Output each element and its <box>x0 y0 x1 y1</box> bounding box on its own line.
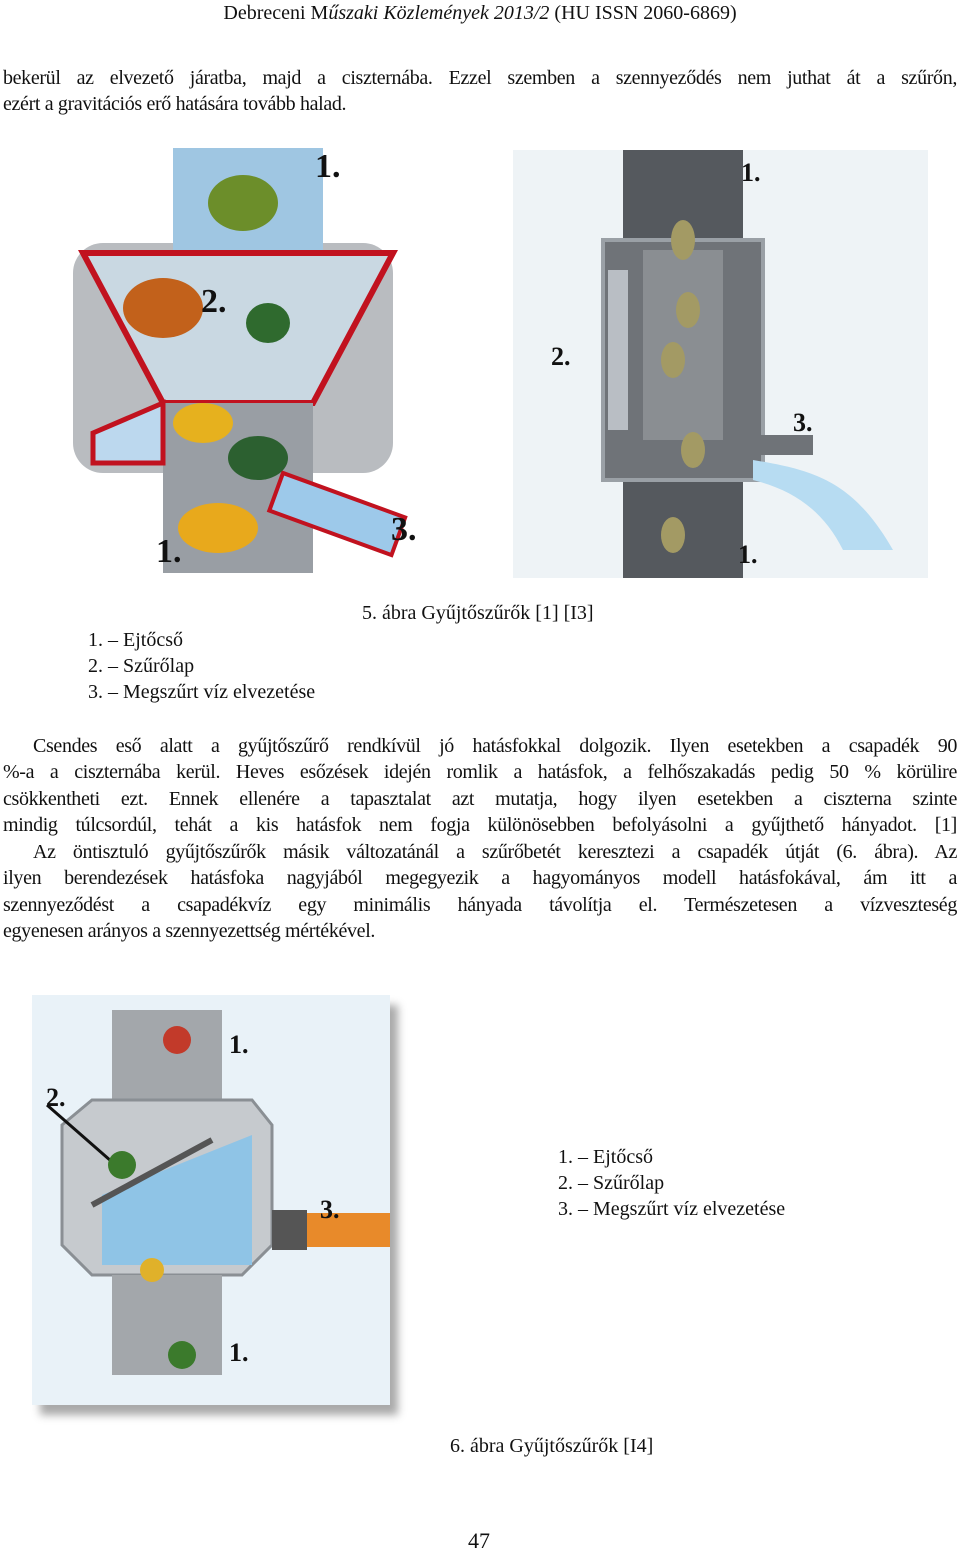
body-line: %-a a ciszternába kerül. Heves esőzések idején romlik a hatásfok, a felhőszakadás pedig 50 % körülire <box>3 761 957 783</box>
legend-item: 1. – Ejtőcső <box>88 629 183 651</box>
figure-label: 1. <box>315 148 341 185</box>
header-journal: Debreceni M <box>223 2 329 24</box>
figure-label: 1. <box>738 540 758 569</box>
running-header <box>0 2 960 25</box>
figure-label: 1. <box>156 533 182 570</box>
intro-line: bekerül az elvezető járatba, majd a ciszternába. Ezzel szemben a szennyeződés nem juthat át a szűrőn, <box>3 67 957 89</box>
figure-label: 2. <box>551 342 571 371</box>
figure-label: 1. <box>229 1030 249 1059</box>
intro-line: ezért a gravitációs erő hatására tovább halad. <box>3 93 347 115</box>
legend-item: 3. – Megszűrt víz elvezetése <box>558 1198 786 1220</box>
body-line: Az öntisztuló gyűjtőszűrők másik változatánál a szűrőbetét keresztezi a csapadék útját (6. ábra). Az <box>33 841 957 863</box>
body-line: egyenesen arányos a szennyezettség mértékével. <box>3 920 376 942</box>
figure5-left-image <box>53 143 453 577</box>
figure5-caption: 5. ábra Gyűjtőszűrők [1] [I3] <box>362 602 594 624</box>
figure-label: 1. <box>741 158 761 187</box>
figure-label: 3. <box>320 1195 340 1224</box>
figure-label: 2. <box>201 283 227 320</box>
body-line: Csendes eső alatt a gyűjtőszűrő rendkívül jó hatásfokkal dolgozik. Ilyen esetekben a csapadék 90 <box>33 735 957 757</box>
page-number: 47 <box>468 1528 490 1553</box>
body-line: mindig túlcsordúl, tehát a kis hatásfok nem fogja különösebben befolyásolni a gyűjthető hányadot. [1] <box>3 814 957 836</box>
legend-item: 2. – Szűrőlap <box>88 655 195 677</box>
legend-item: 2. – Szűrőlap <box>558 1172 665 1194</box>
header-journal-italic: űszaki Közlemények 2013/2 <box>328 2 550 24</box>
header-issn: (HU ISSN 2060-6869) <box>549 2 737 24</box>
figure-label: 3. <box>391 511 417 548</box>
body-line: csökkentheti ezt. Ennek ellenére a tapasztalat azt mutatja, hogy ilyen esetekben a ciszterna szinte <box>3 788 957 810</box>
legend-item: 3. – Megszűrt víz elvezetése <box>88 681 316 703</box>
figure-label: 3. <box>793 408 813 437</box>
figure6-image <box>32 995 390 1405</box>
body-line: szennyeződést a csapadékvíz egy minimális hányada távolítja el. Természetesen a vízveszteség <box>3 894 957 916</box>
body-line: ilyen berendezések hatásfoka nagyjából megegyezik a hagyományos modell hatásfokával, ám itt a <box>3 867 957 889</box>
legend-item: 1. – Ejtőcső <box>558 1146 653 1168</box>
figure5-right-image <box>513 150 928 578</box>
figure-label: 2. <box>46 1083 66 1112</box>
figure-label: 1. <box>229 1338 249 1367</box>
figure6-caption: 6. ábra Gyűjtőszűrők [I4] <box>450 1435 654 1457</box>
